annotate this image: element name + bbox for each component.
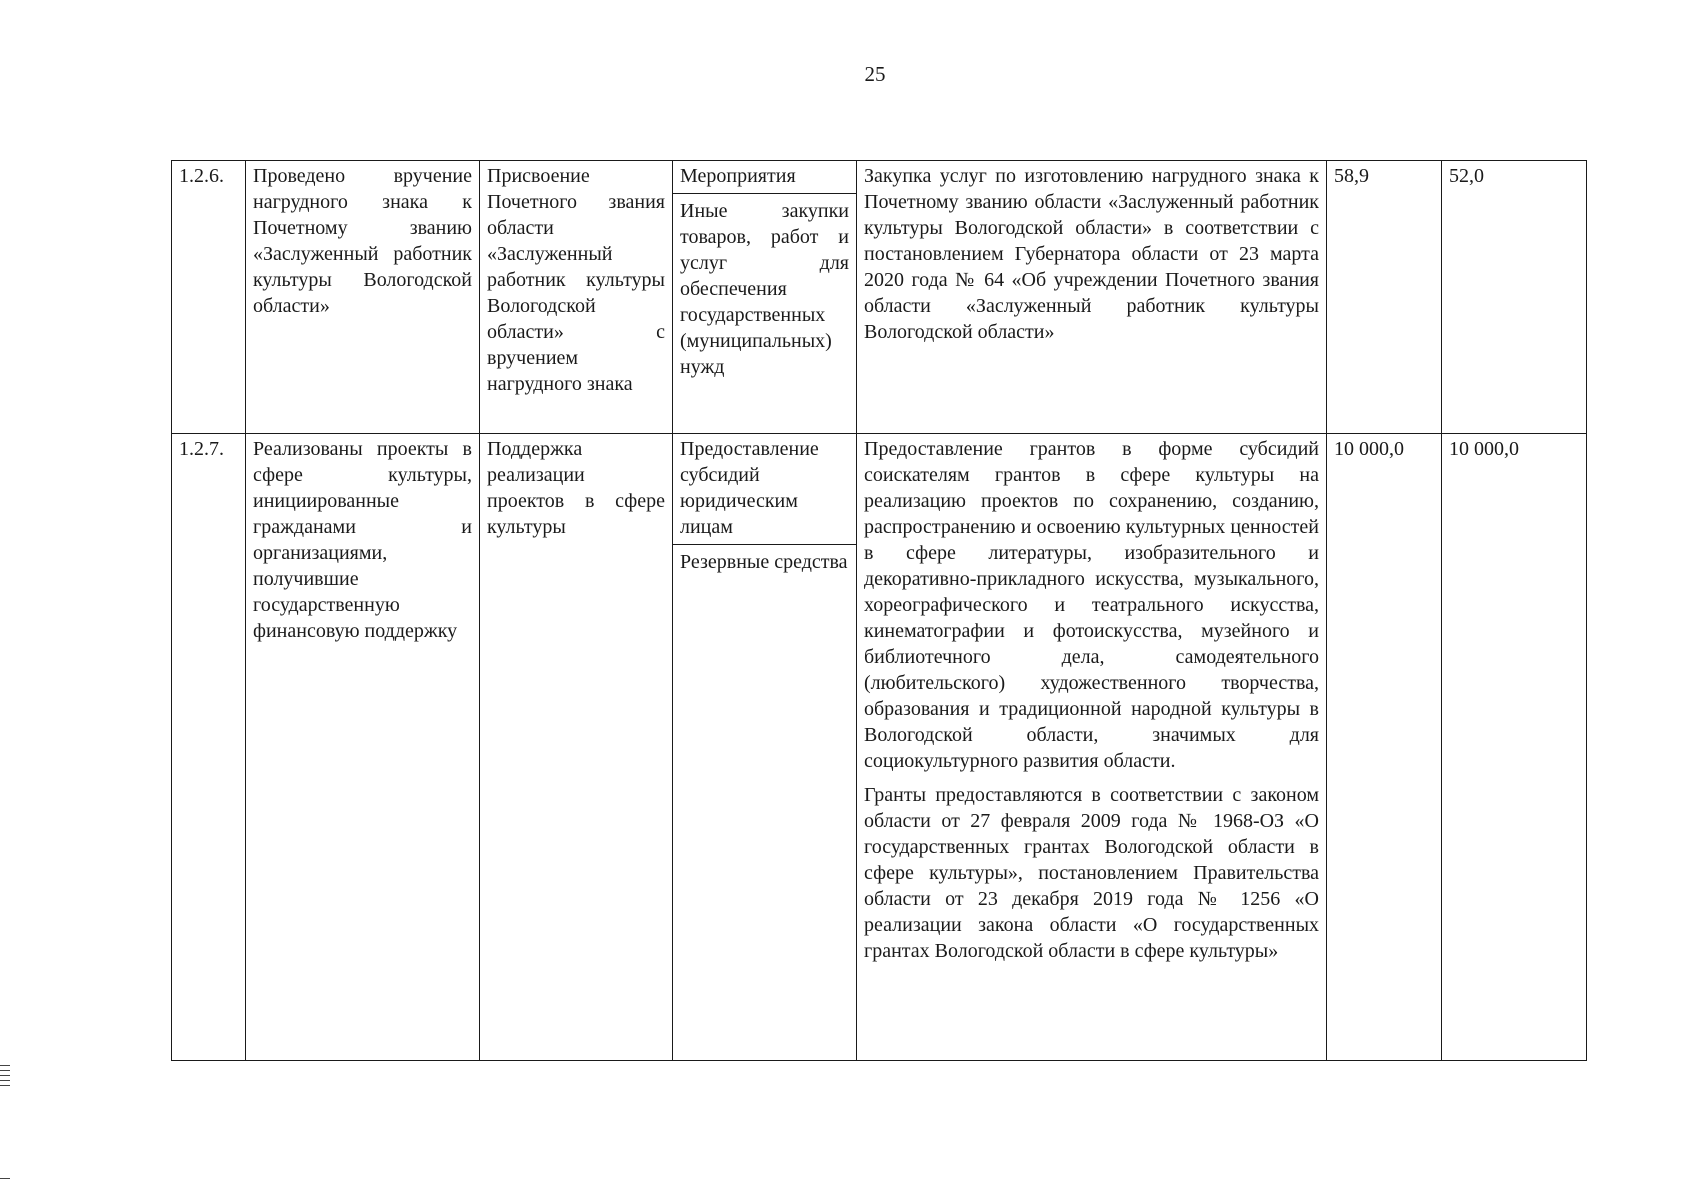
event-cell: Поддержка реализации проектов в сфере культуры — [480, 434, 673, 1061]
description-paragraph: Предоставление грантов в форме субсидий соискателям грантов в сфере культуры на реализацию проектов по сохранению, созданию, распространению и освоению культурных ценностей в сфере литературы, изобразительного и декоративно-прикладного искусства, музыкального, хореографического и театрального искусства, кинематографии и фотоискусства, музейного и библиотечного дела, самодеятельного (любительского) художественного творчества, образования и традиционной народной культуры в Вологодской области, значимых для социокультурного развития области. — [864, 438, 1319, 772]
page-number: 25 — [864, 62, 886, 86]
row-number: 1.2.7. — [172, 434, 246, 1061]
result-cell: Проведено вручение нагрудного знака к Почетному званию «Заслуженный работник культуры Вологодской области» — [246, 161, 480, 434]
kind-item: Иные закупки товаров, работ и услуг для обеспечения государственных (муниципальных) нужд — [680, 200, 849, 378]
result-cell: Реализованы проекты в сфере культуры, инициированные гражданами и организациями, получившие государственную финансовую поддержку — [246, 434, 480, 1061]
description-paragraph: Закупка услуг по изготовлению нагрудного знака к Почетному званию области «Заслуженный работник культуры Вологодской области» в соответствии с постановлением Губернатора области от 23 марта 2020 года № 64 «Об учреждении Почетного звания области «Заслуженный работник культуры Вологодской области» — [864, 165, 1319, 343]
value-actual: 52,0 — [1442, 161, 1587, 434]
description-cell — [857, 434, 1327, 1061]
value-planned: 58,9 — [1327, 161, 1442, 434]
kind-item: Предоставление субсидий юридическим лицам — [673, 436, 856, 545]
table-row — [172, 434, 1587, 1061]
row-number: 1.2.6. — [172, 161, 246, 434]
value-planned: 10 000,0 — [1327, 434, 1442, 1061]
kind-cell — [673, 161, 857, 434]
table-row — [172, 161, 1587, 434]
measures-table — [171, 160, 1587, 1061]
scan-edge-marks — [0, 1065, 10, 1090]
kind-item: Мероприятия — [673, 163, 856, 194]
kind-item: Резервные средства — [680, 551, 848, 573]
event-cell: Присвоение Почетного звания области «Заслуженный работник культуры Вологодской области» с вручением нагрудного знака — [480, 161, 673, 434]
description-cell — [857, 161, 1327, 434]
value-actual: 10 000,0 — [1442, 434, 1587, 1061]
description-paragraph: Гранты предоставляются в соответствии с законом области от 27 февраля 2009 года № 1968-ОЗ «О государственных грантах Вологодской области в сфере культуры», постановлением Правительства области от 23 декабря 2019 года № 1256 «О реализации закона области «О государственных грантах Вологодской области в сфере культуры» — [864, 784, 1319, 962]
scan-edge-dash — [0, 1178, 10, 1179]
kind-cell — [673, 434, 857, 1061]
